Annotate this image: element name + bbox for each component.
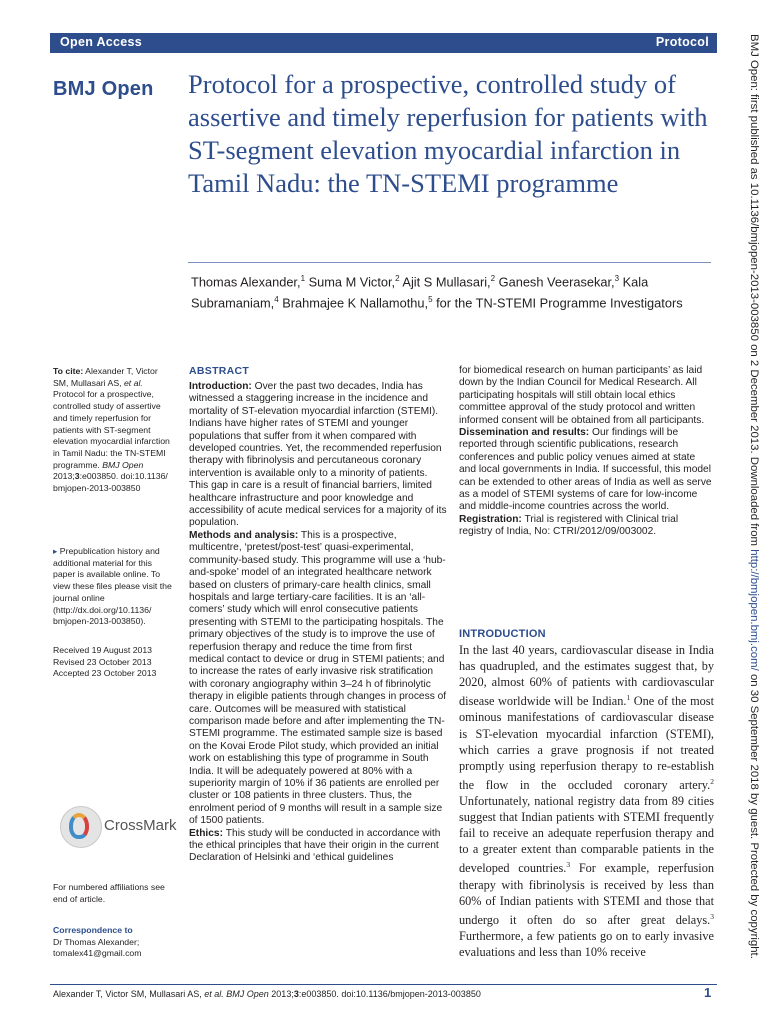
cite-journal: BMJ Open	[102, 459, 144, 470]
abstract-dissemination	[459, 427, 712, 514]
section-text: This is a prospective, multicentre, ‘pretest/post-test’ quasi-experimental, community-based study. This programme will use a ‘hub-and-spoke’ model of an integrated healthcare network based on clusters of primary-care health clinics, small hospitals and large tertiary-care facilities. It is an ‘all-comers’ study which will enrol consecutive patients presenting with STEMI to the participating hospitals. The primary objectives of the study is to improve the use of reperfusion therapy and reduce the time from first medical contact to device or drug in STEMI patients; and to increase the rates of early invasive risk stratification with coronary angiography within 3–24 h of fibrinolytic therapy in eligible patients through changes in process of care. Outcomes will be measured with statistical comparison made before and after implementing the TN-STEMI programme. The estimated sample size is based on the Kovai Erode Pilot study, which provided an initial work on establishing this type of programme in South India. It will be adequately powered at 80% with a superiority margin of 10% if 36 patients are enrolled per cluster or 108 patients in three clusters. Thus, the enrolment period of 9 months will result in a sample size of 1500 patients.	[189, 529, 447, 827]
author-name: Kala Subramaniam,	[191, 274, 649, 311]
cite-volume: 3	[74, 471, 80, 482]
journal-link[interactable]: http://bmjopen.bmj.com/	[748, 549, 760, 671]
margin-download-note	[742, 34, 760, 984]
cite-doi: :e003850. doi:10.1136/ bmjopen-2013-003850	[53, 471, 168, 494]
cite-text: Protocol for a prospective, controlled study of assertive and timely reperfusion for patients with ST-segment elevation myocardial infarction in Tamil Nadu: the TN-STEMI programme.	[53, 389, 170, 470]
section-label: Registration:	[459, 513, 522, 525]
footer-etal: et al.	[204, 989, 224, 999]
author-name: Ganesh Veerasekar,	[498, 274, 615, 290]
author-name: Suma M Victor,	[308, 274, 396, 290]
reference-mark[interactable]: 2	[710, 776, 714, 786]
prepublication-note	[53, 546, 175, 628]
section-text: Trial is registered with Clinical trial registry of India, No: CTRI/2012/09/003002.	[459, 513, 679, 538]
abstract-heading: ABSTRACT	[189, 365, 250, 377]
footer-citation	[53, 989, 481, 999]
footer-divider	[50, 984, 717, 985]
paragraph-text: For example, reperfusion therapy with fibrinolysis is received by less than 60% of Indian patients with STEMI and those that undergo it often do so after great delays.	[459, 861, 714, 927]
open-access-label: Open Access	[60, 35, 143, 49]
citation-block	[53, 366, 175, 495]
author-name: Brahmajee K Nallamothu,	[282, 295, 429, 311]
abstract-methods	[189, 530, 449, 828]
author-name: Thomas Alexander,	[191, 274, 301, 290]
affiliations-note: For numbered affiliations see end of article.	[53, 882, 165, 904]
section-label: Introduction:	[189, 381, 252, 392]
affiliation-mark: 2	[395, 274, 400, 283]
received-date: Received 19 August 2013	[53, 645, 153, 655]
cite-text: 2013;	[53, 471, 75, 482]
affiliation-mark: 3	[614, 274, 620, 283]
footer-volume: 3	[293, 989, 299, 999]
article-dates	[53, 645, 175, 680]
article-type-label: Protocol	[655, 35, 709, 49]
prepub-text[interactable]: Prepublication history and additional material for this paper is available online. To view these files please visit the journal online (http://dx.doi.org/10.1136/ bmjopen-2013-003850).	[53, 546, 172, 627]
reference-mark[interactable]: 3	[710, 911, 714, 921]
affiliation-mark: 5	[428, 294, 433, 304]
paragraph-text: In the last 40 years, cardiovascular disease in India has quadrupled, and the estimates suggest that, by 2020, almost 60% of patients with cardiovascular disease worldwide will be Indian.	[459, 643, 714, 709]
author-group: for the TN-STEMI Programme Investigators	[436, 295, 683, 311]
section-text: for biomedical research on human participants’ as laid down by the Indian Council for Medical Research. All participating hospitals will still obtain local ethics committee approval of the study protocol and written informed consent will be obtained from all participants.	[459, 365, 705, 426]
section-text: This study will be conducted in accordance with the ethical principles that have their origin in the current Declaration of Helsinki and ‘ethical guidelines	[189, 827, 441, 864]
margin-text: BMJ Open: first published as 10.1136/bmjopen-2013-003850 on 2 December 2013. Downloaded from	[748, 34, 760, 550]
cite-text: Alexander T, Victor SM, Mullasari AS,	[53, 366, 158, 388]
author-name: Ajit S Mullasari,	[402, 274, 491, 290]
crossmark-label: CrossMark	[104, 817, 177, 834]
section-label: Ethics:	[189, 827, 223, 839]
affiliation-mark: 4	[274, 294, 279, 304]
author-list	[191, 270, 711, 312]
article-title: Protocol for a prospective, controlled study of assertive and timely reperfusion for patients with ST-segment elevation myocardial infarction in Tamil Nadu: the TN-STEMI programme	[188, 69, 708, 198]
abstract-ethics	[189, 828, 449, 865]
abstract-introduction	[189, 381, 449, 530]
revised-date: Revised 23 October 2013	[53, 656, 152, 667]
abstract-column-2	[459, 365, 712, 539]
cite-label: To cite:	[53, 366, 84, 376]
footer-journal: BMJ Open	[226, 989, 269, 999]
reference-mark[interactable]: 1	[626, 693, 631, 703]
correspondence-heading: Correspondence to	[53, 925, 133, 935]
section-text: Over the past two decades, India has witnessed a staggering increase in the incidence and mortality of ST-elevation myocardial infarction (STEMI). Indians have higher rates of STEMI and younger populations that suffer from it when compared with developed countries. Yet, the recommended reperfusion therapy with fibrinolysis and percutaneous coronary intervention is available only to a minority of patients. This gap in care is a result of financial barriers, limited healthcare infrastructure and poor knowledge and accessibility of acute medical services for a majority of its population.	[189, 381, 447, 529]
footer-text: 2013;	[268, 989, 294, 999]
paragraph-text: One of the most ominous manifestations of cardiovascular disease is ST-elevation myocardial infarction (STEMI), which carries a grave prognosis if not treated promptly using reperfusion therapy to re-establish the flow in the occluded coronary artery.	[459, 694, 714, 792]
correspondence-name: Dr Thomas Alexander;	[53, 936, 140, 947]
footer-doi: :e003850. doi:10.1136/bmjopen-2013-003850	[298, 989, 481, 999]
margin-text: on 30 September 2018 by guest. Protected by copyright.	[748, 670, 760, 959]
journal-logo: BMJ Open	[53, 78, 154, 100]
affiliation-mark: 1	[300, 274, 306, 283]
introduction-text	[459, 642, 714, 960]
accepted-date: Accepted 23 October 2013	[53, 668, 157, 679]
reference-mark[interactable]: 3	[566, 860, 571, 870]
section-label: Methods and analysis:	[189, 529, 299, 541]
section-label: Dissemination and results:	[459, 427, 590, 439]
cite-etal: et al.	[123, 377, 143, 388]
correspondence-email[interactable]: tomalex41@gmail.com	[53, 948, 142, 959]
correspondence-block	[53, 925, 175, 960]
affiliation-mark: 2	[490, 274, 496, 283]
crossmark-badge[interactable]	[60, 806, 180, 852]
abstract-column-1	[189, 381, 449, 865]
introduction-heading: INTRODUCTION	[459, 628, 546, 640]
header-bar	[50, 33, 717, 53]
section-text: Our findings will be reported through scientific publications, research conferences and public policy venues aimed at state and local governments in India. If successful, this model can be extended to other areas of India as well as serve as a model of STEMI systems of care for low-income and middle-income countries across the world.	[459, 427, 712, 513]
page-number: 1	[704, 985, 712, 1000]
paragraph-text: Furthermore, a few patients go on to early invasive evaluations and less than 10% receive	[459, 928, 714, 960]
paragraph-text: Unfortunately, national registry data from 89 cities suggest that Indian patients with STEMI frequently fail to receive an adequate reperfusion therapy and to a greater extent than comparable patients in the developed countries.	[459, 794, 714, 876]
abstract-registration	[459, 514, 712, 539]
triangle-bullet-icon: ▸	[53, 546, 58, 556]
footer-text: Alexander T, Victor SM, Mullasari AS,	[53, 989, 205, 999]
title-divider	[188, 262, 711, 263]
crossmark-icon	[60, 806, 102, 848]
abstract-ethics-continued	[459, 365, 712, 427]
